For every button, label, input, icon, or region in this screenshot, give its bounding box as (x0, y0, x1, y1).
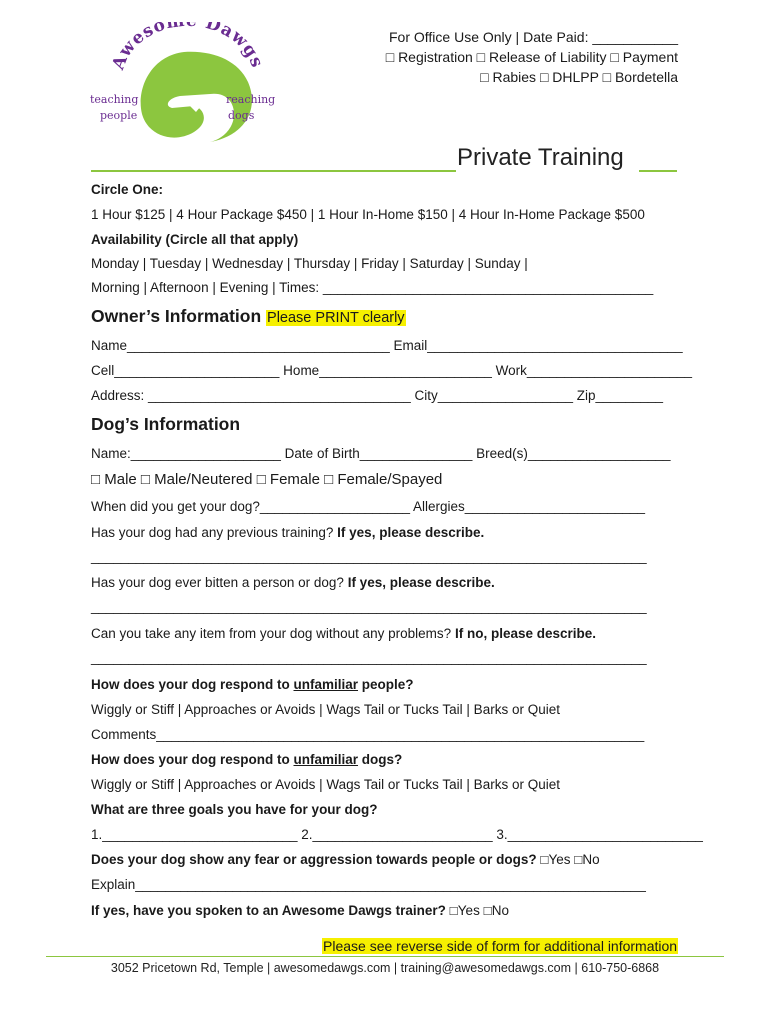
office-use-block (386, 27, 678, 87)
bite-history-answer-line[interactable]: __________________________________________________________________________ (91, 599, 647, 614)
trainer-contact-checkboxes[interactable]: □Yes □No (449, 903, 509, 918)
owner-address-row[interactable]: Address: ___________________________________ City__________________ Zip_________ (91, 388, 664, 403)
previous-training-instruction: If yes, please describe. (337, 525, 485, 540)
unfamiliar-people-options[interactable]: Wiggly or Stiff | Approaches or Avoids | Wags Tail or Tucks Tail | Barks or Quiet (91, 702, 560, 717)
logo-dog-graphic (84, 22, 280, 144)
resource-guarding-instruction: If no, please describe. (454, 626, 597, 641)
unfamiliar-people-text-a: How does your dog respond to (91, 677, 294, 692)
goals-answer-lines[interactable]: 1.__________________________ 2.________________________ 3.__________________________ (91, 827, 703, 842)
office-checkboxes-2: □ Rabies □ DHLPP □ Bordetella (480, 69, 678, 85)
previous-training-question (91, 525, 484, 540)
availability-days[interactable]: Monday | Tuesday | Wednesday | Thursday | Friday | Saturday | Sunday | (91, 256, 528, 271)
availability-times[interactable]: Morning | Afternoon | Evening | Times: ____________________________________________ (91, 280, 654, 295)
comments-line[interactable]: Comments_________________________________________________________________ (91, 727, 645, 742)
svg-text:Awesome Dawgs: Aweso Dawgs (108, 22, 268, 73)
logo-tag-dogs: dogs (228, 109, 255, 122)
title-underline-left (91, 170, 456, 172)
bite-history-question (91, 575, 495, 590)
dog-acquired-allergies-row[interactable]: When did you get your dog?____________________ Allergies________________________ (91, 499, 645, 514)
title-underline-right (639, 170, 677, 172)
print-clearly-note: Please PRINT clearly (267, 310, 405, 326)
explain-line[interactable]: Explain____________________________________________________________________ (91, 877, 646, 892)
goals-question: What are three goals you have for your dog? (91, 802, 378, 817)
reverse-side-note: Please see reverse side of form for additional information (323, 938, 678, 954)
dog-info-heading: Dog’s Information (91, 414, 241, 434)
bite-history-text: Has your dog ever bitten a person or dog? (91, 575, 344, 590)
page-title: Private Training (457, 144, 624, 171)
unfamiliar-dogs-underlined: unfamiliar (293, 752, 359, 767)
owner-info-heading (91, 306, 406, 327)
trainer-contact-text: If yes, have you spoken to an Awesome Dawgs trainer? (91, 903, 446, 918)
reverse-side-note-row (46, 938, 724, 960)
owner-name-email-row[interactable]: Name___________________________________ Email__________________________________ (91, 338, 683, 353)
trainer-contact-question (91, 903, 509, 918)
unfamiliar-dogs-text-b: dogs? (358, 752, 403, 767)
unfamiliar-people-underlined: unfamiliar (293, 677, 359, 692)
resource-guarding-answer-line[interactable]: __________________________________________________________________________ (91, 650, 647, 665)
office-checkboxes-1: □ Registration □ Release of Liability □ Payment (385, 49, 678, 65)
dog-sex-checkboxes[interactable]: □ Male □ Male/Neutered □ Female □ Female/Spayed (91, 471, 443, 488)
unfamiliar-dogs-question (91, 752, 402, 767)
circle-one-label: Circle One: (91, 182, 164, 197)
unfamiliar-people-question (91, 677, 414, 692)
fear-aggression-question (91, 852, 600, 867)
unfamiliar-people-text-b: people? (358, 677, 414, 692)
footer-contact: 3052 Pricetown Rd, Temple | awesomedawgs.com | training@awesomedawgs.com | 610-750-6868 (110, 961, 660, 975)
form-title-row (91, 144, 679, 174)
fear-aggression-checkboxes[interactable]: □Yes □No (540, 852, 600, 867)
awesome-dawgs-logo (84, 22, 280, 144)
pricing-options[interactable]: 1 Hour $125 | 4 Hour Package $450 | 1 Hour In-Home $150 | 4 Hour In-Home Package $500 (91, 207, 645, 222)
resource-guarding-question (91, 626, 596, 641)
resource-guarding-text: Can you take any item from your dog without any problems? (91, 626, 452, 641)
unfamiliar-dogs-text-a: How does your dog respond to (91, 752, 294, 767)
previous-training-answer-line[interactable]: __________________________________________________________________________ (91, 549, 647, 564)
office-date-paid: For Office Use Only | Date Paid: ___________ (389, 29, 678, 45)
unfamiliar-dogs-options[interactable]: Wiggly or Stiff | Approaches or Avoids | Wags Tail or Tucks Tail | Barks or Quiet (91, 777, 560, 792)
logo-tag-teaching: teaching (90, 93, 139, 106)
reverse-side-divider (46, 956, 724, 957)
owner-phone-row[interactable]: Cell______________________ Home_______________________ Work______________________ (91, 363, 693, 378)
availability-label: Availability (Circle all that apply) (91, 232, 299, 247)
previous-training-text: Has your dog had any previous training? (91, 525, 334, 540)
fear-aggression-text: Does your dog show any fear or aggression towards people or dogs? (91, 852, 537, 867)
owner-info-title: Owner’s Information (91, 306, 262, 326)
logo-tag-reaching: reaching (226, 93, 276, 106)
dog-name-dob-breed-row[interactable]: Name:____________________ Date of Birth_______________ Breed(s)___________________ (91, 446, 671, 461)
logo-tag-people: people (100, 109, 138, 122)
bite-history-instruction: If yes, please describe. (347, 575, 495, 590)
